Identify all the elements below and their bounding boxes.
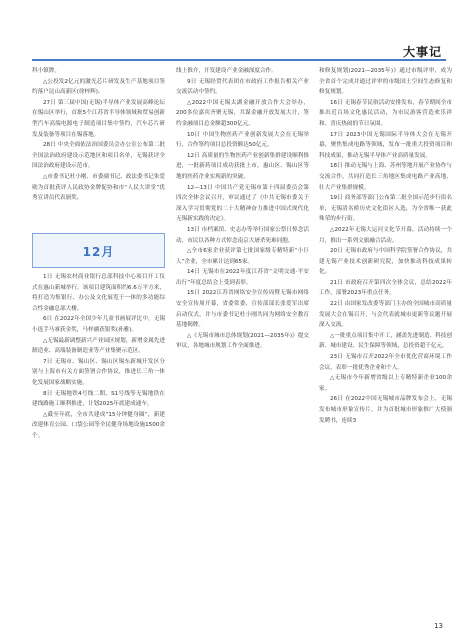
paragraph: 28日 中央全面依法治国委员会办公室公布第二批全国法治政府建设示范地区和项目名单，无锡获评全国法治政府建设示范市。 [32, 142, 165, 170]
column-1-top [32, 66, 165, 204]
paragraph: △2022中国无锡太湖金融开放合作大会举办，200多位嘉宾齐聚无锡，共谋金融开放发展大计，签约金融项目总金额超300亿元。 [176, 99, 309, 127]
paragraph: 16日 无锡春节民俗活动安排发布，春节期间全市推出近百场文化惠民活动，为市民游客营造欢乐祥和、喜庆热闹的节日氛围。 [319, 99, 452, 127]
paragraph: 20日 无锡市政府与中国科学院签署合作协议，共建无锡产业技术创新研究院，加快推动科技成果转化。 [319, 248, 452, 276]
paragraph: 和修复规划(2021—2035年)》通过市级评审，成为全省首个完成并通过评审的市级国土空间生态修复和修复规划。 [319, 68, 452, 96]
paragraph: △无锡最新调整新兴产业园区规划，新增金属先进制造业、高端装备制造业等产业集聚示范区。 [32, 337, 165, 355]
paragraph: 15日 2022江苏省网络安全宣传周暨无锡市网络安全宣传周开幕，省委常委、宣传部部长张爱军出席启动仪式，并与市委书记杜小刚共同为网络安全教育基地揭牌。 [176, 290, 309, 329]
paragraph: 27日 第三届中国(无锡)半导体产业发展高峰论坛在锡山区举行，首批5个江苏省半导体领域和贸易创新型汽车高端电源电子制造项目集中签约，汽车芯片研发及装备等项目在锡落地。 [32, 99, 165, 138]
paragraph: △一批重点项目集中开工，涵盖先进制造、科技创新、城市建设、民生保障等领域，总投资超千亿元。 [319, 332, 452, 350]
paragraph: 12日 高质量的生物医药产业创新集群建设顺利推进，一批新药项目成功获批上市，惠山区、锡山区等地的医药企业实现新的突破。 [176, 152, 309, 180]
paragraph: 13日 市档案馆、史志办等举行国家公祭日悼念活动，市民以各种方式悼念南京大屠杀死难同胞。 [176, 226, 309, 244]
month-heading: 12月 [82, 245, 115, 259]
column-1-bottom [32, 272, 165, 442]
paragraph: 科小镇牌。 [32, 68, 60, 74]
paragraph: 19日 商务部等部门公布第二批全国示范步行街名单，无锡清名桥历史文化街区入选，为全省唯一获此殊荣的步行街。 [319, 195, 452, 223]
paragraph: 线上推介，开发建设产业金融深度合作。 [176, 68, 277, 74]
page-number: 13 [434, 622, 443, 630]
paragraph: △《无锡市城市总体规划(2021—2035年)》提交审议，各地城市规划工作全面推进。 [176, 332, 309, 350]
paragraph: △全市6家企业获评第七批国家级专精特新“小巨人”企业，全市累计达到65家。 [176, 248, 309, 265]
month-heading-box [32, 233, 165, 268]
paragraph: 12—13日 中国共产党无锡市第十四届委员会第四次全体会议召开，审议通过了《中共无锡市委关于深入学习贯彻党的二十大精神奋力推进中国式现代化无锡新实践的决定》。 [176, 184, 309, 223]
paragraph: △公投发2亿元的激光芯片研发及生产基地项目签约落户昆山高新区(徐梓辉)。 [32, 78, 165, 96]
paragraph: 6日 在2022年全国少年儿童书画展评比中，无锡小选手马睿获金奖，马梓涵获银奖(孙雅)。 [32, 316, 165, 333]
paragraph: 21日 市政府召开第四次全体会议，总结2022年工作，部署2023年重点任务。 [319, 279, 452, 297]
paragraph: 10日 中国生物医药产业创新发展大会在无锡举行，合作签约项目总投资额达50亿元。 [176, 131, 309, 149]
paragraph: 8日 无锡地铁4号线二期、S1号线等无锡地铁在建线路施工顺利推进，计划2025年底建成通车。 [32, 390, 165, 408]
column-3 [319, 66, 452, 426]
paragraph: 26日 在2022中国无锡城市品牌发布会上，无锡发布城市形象宣传片，并为首批城市形象推广大使颁发聘书，连续3 [319, 396, 452, 424]
paragraph: 1日 无锡农村商业银行总部科技中心项目开工仪式在惠山新城举行。该项目建筑面积约6.6万平方米，将打造为集银行、办公及文化展览于一体的多功能综合性金融总部大楼。 [32, 274, 165, 312]
paragraph: △无锡市今年新增省级以上专精特新企业100余家。 [319, 375, 452, 392]
paragraph: 23日 无锡市召开2022年全市优化营商环境工作会议，表彰一批优秀企业和个人。 [319, 354, 452, 371]
paragraph: 22日 由国家发改委等部门主办的全国城市高质量发展大会在锡召开，与会代表就城市更新等议题开展深入交流。 [319, 301, 452, 329]
paragraph: 14日 无锡市在2022年度江苏省“文明交通·平安出行”年度总结会上受到表彰。 [176, 269, 309, 286]
paragraph: 7日 无锡市、锡山区、锡山区锡东新城开发区分别与上海市有关方面签署合作协议，推进长三角一体化发展国家战略实施。 [32, 358, 165, 386]
paragraph: △市委书记杜小刚、市委副书记、政法委书记朱爱勋为首批获评人民政协金牌促协和市“人民大讲堂”优秀宣讲员代表颁奖。 [32, 173, 165, 202]
column-2 [176, 66, 309, 352]
paragraph: △截至年底，全市共建成“15分钟健身圈”，新建改建体育公园、口袋公园等全民健身场地设施1500余个。 [32, 411, 165, 439]
paragraph: 9日 无锡经贸代表团在市政府工作报告相关产业交流活动中签约。 [176, 78, 309, 96]
page-header [0, 0, 468, 60]
header-divider [32, 59, 446, 61]
paragraph: 18日 推动无锡与上海、苏州等地开展产业协作与交流合作，共同打造长三角地区集成电路产业高地，壮大产业集群规模。 [319, 163, 452, 191]
paragraph: △2022年无锡大运河文化节开幕，活动持续一个月，推出一系列文旅融合活动。 [319, 226, 452, 244]
paragraph: 17日 2023中国无锡国际半导体大会在无锡开幕，聚焦集成电路等领域，发布一批重大投资项目和科技成果，推动无锡半导体产业高质量发展。 [319, 131, 452, 159]
section-title: 大事记 [402, 45, 442, 59]
